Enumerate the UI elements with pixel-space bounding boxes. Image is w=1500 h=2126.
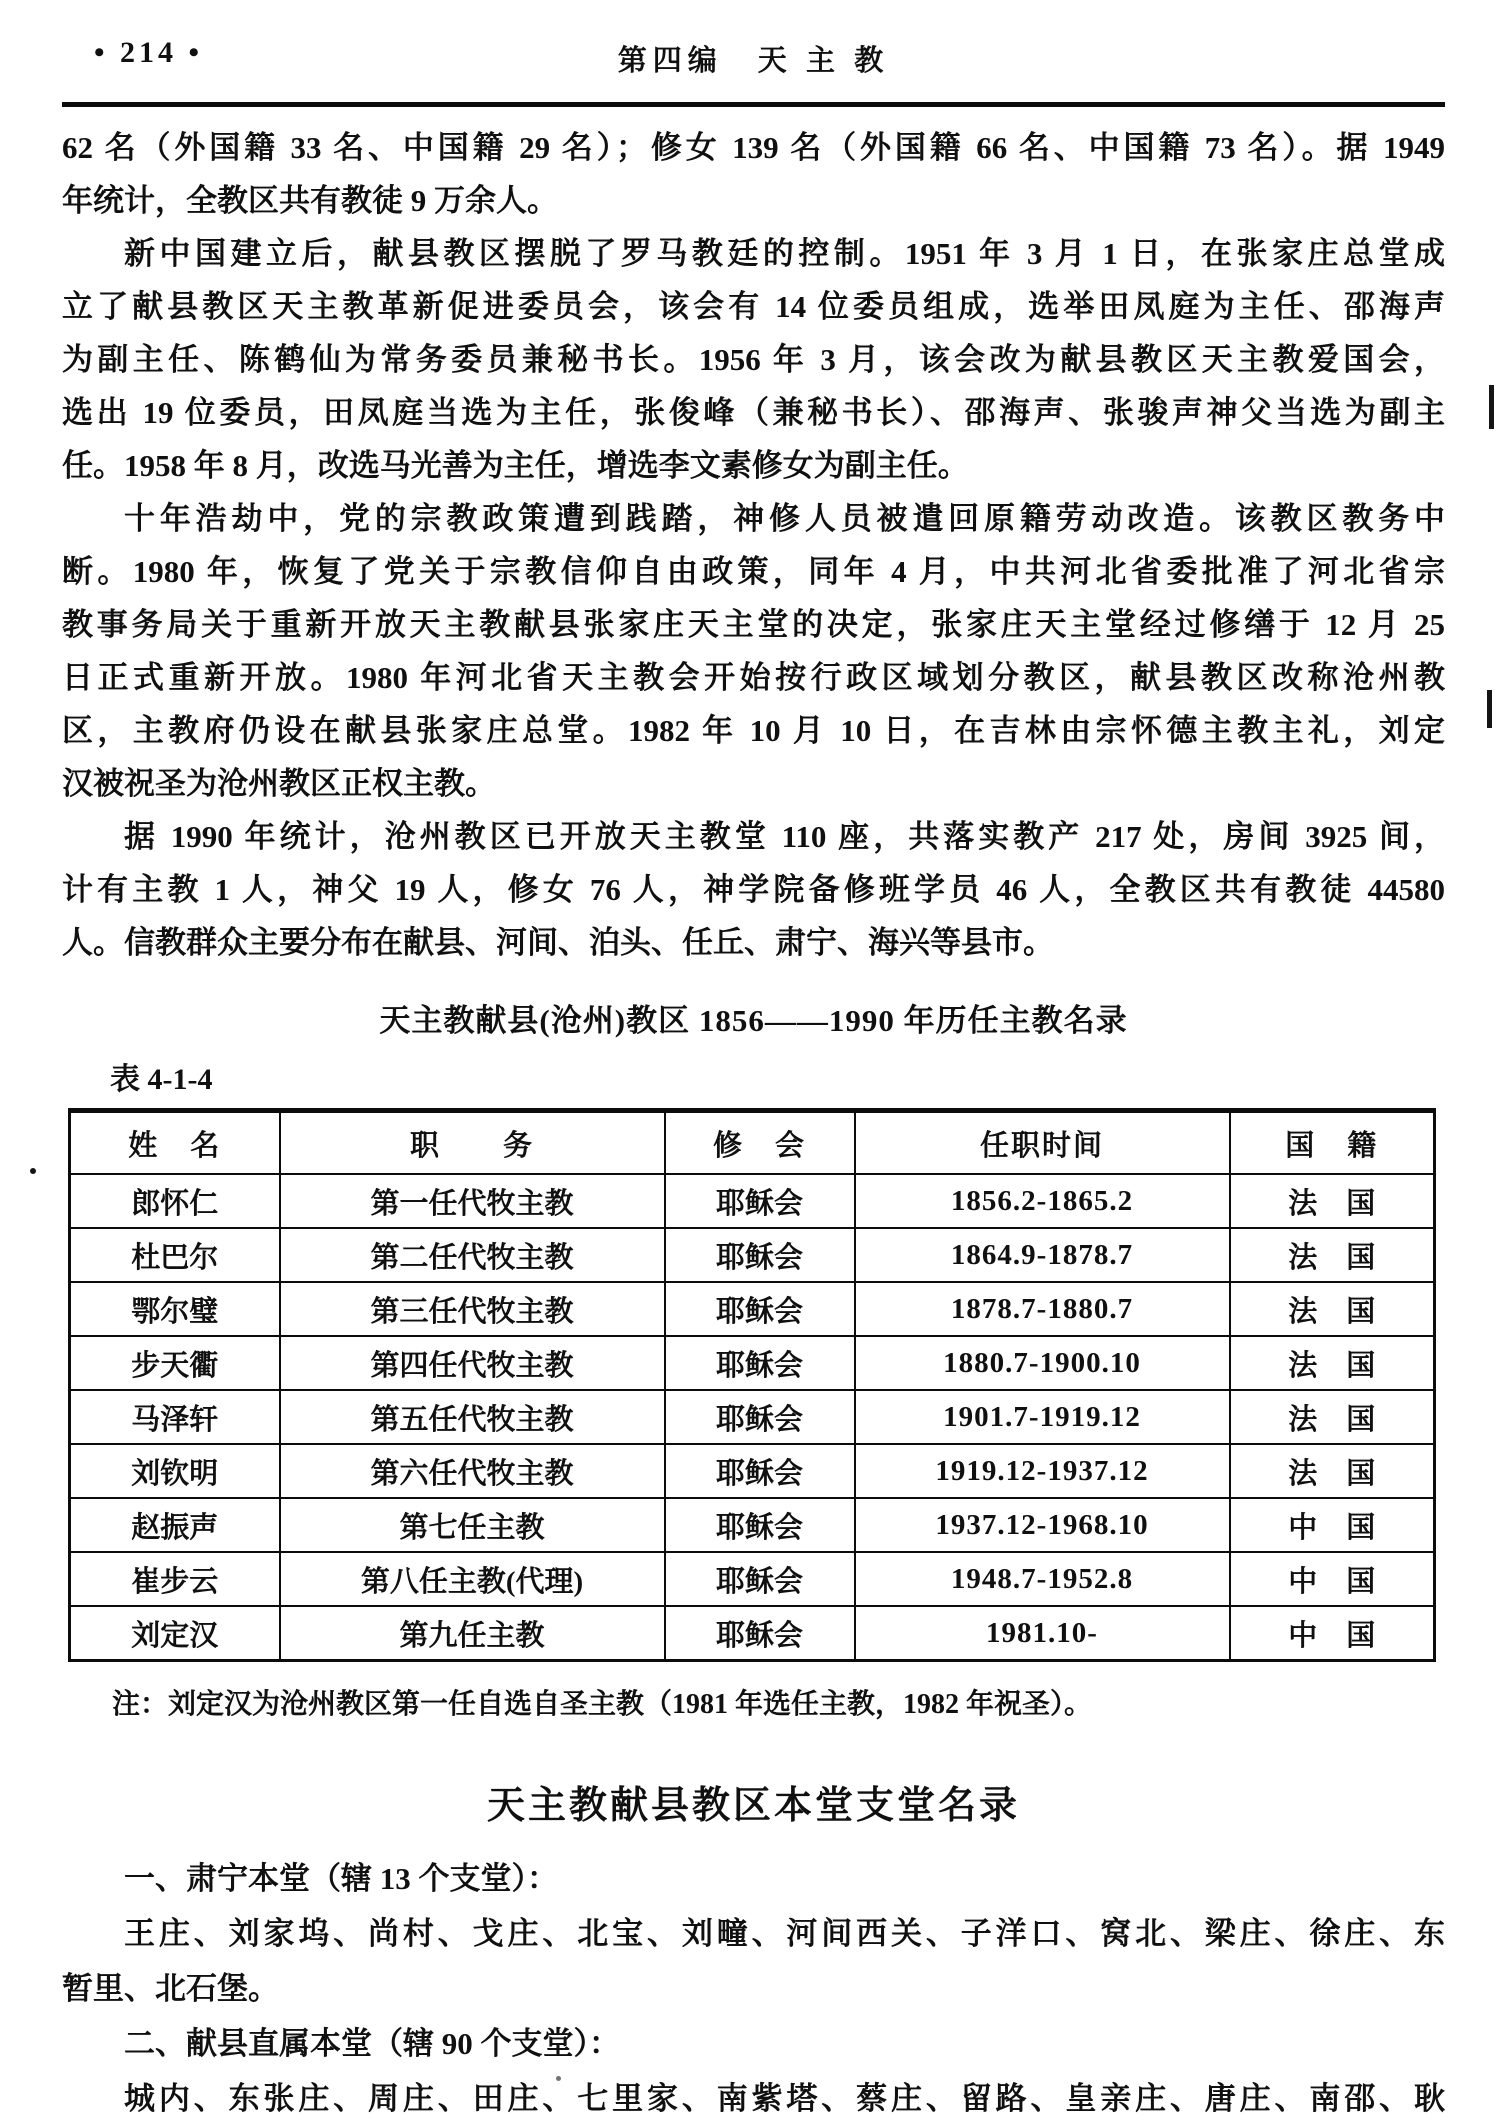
cell-tenure: 1878.7-1880.7 [855,1282,1230,1336]
bishops-table [68,1108,1436,1662]
col-header-name: 姓 名 [70,1111,280,1175]
table-row [70,1606,1435,1661]
table-row [70,1498,1435,1552]
directory-list [62,1851,1445,2126]
cell-nation: 法 国 [1230,1228,1435,1282]
cell-name: 杜巴尔 [70,1228,280,1282]
table-title: 天主教献县(沧州)教区 1856——1990 年历任主教名录 [379,1003,1128,1038]
cell-order: 耶稣会 [665,1336,855,1390]
scan-artifact [1487,690,1492,728]
cell-tenure: 1856.2-1865.2 [855,1174,1230,1228]
table-header-row [70,1111,1435,1175]
body-line: 断。1980 年，恢复了党关于宗教信仰自由政策，同年 4 月，中共河北省委批准了河北省宗 [62,554,1445,589]
directory-line: 王庄、刘家坞、尚村、戈庄、北宝、刘疃、河间西关、子洋口、窝北、梁庄、徐庄、东 [124,1916,1445,1951]
col-header-duty: 职 务 [280,1111,665,1175]
body-line: 教事务局关于重新开放天主教献县张家庄天主堂的决定，张家庄天主堂经过修缮于 12 月 25 [62,607,1445,642]
cell-name: 郎怀仁 [70,1174,280,1228]
cell-nation: 中 国 [1230,1552,1435,1606]
directory-line: 一、肃宁本堂（辖 13 个支堂）： [124,1861,558,1896]
cell-order: 耶稣会 [665,1390,855,1444]
cell-tenure: 1901.7-1919.12 [855,1390,1230,1444]
directory-line: 暂里、北石堡。 [62,1971,279,2006]
cell-order: 耶稣会 [665,1282,855,1336]
cell-duty: 第一任代牧主教 [280,1174,665,1228]
table-row [70,1174,1435,1228]
cell-name: 鄂尔璧 [70,1282,280,1336]
table-note: 注：刘定汉为沧州教区第一任自选自圣主教（1981 年选任主教，1982 年祝圣）。 [112,1689,1093,1720]
cell-duty: 第六任代牧主教 [280,1444,665,1498]
body-line: 62 名（外国籍 33 名、中国籍 29 名）；修女 139 名（外国籍 66 名、中国籍 73 名）。据 1949 [62,130,1445,165]
scan-artifact [30,1168,36,1174]
cell-name: 刘定汉 [70,1606,280,1661]
cell-order: 耶稣会 [665,1228,855,1282]
cell-name: 步天衢 [70,1336,280,1390]
body-line: 区，主教府仍设在献县张家庄总堂。1982 年 10 月 10 日，在吉林由宗怀德主教主礼，刘定 [62,713,1445,748]
cell-order: 耶稣会 [665,1444,855,1498]
cell-order: 耶稣会 [665,1498,855,1552]
body-line: 计有主教 1 人，神父 19 人，修女 76 人，神学院备修班学员 46 人，全教区共有教徒 44580 [62,872,1445,907]
body-line: 年统计，全教区共有教徒 9 万余人。 [62,183,558,218]
running-header [62,0,1445,96]
table-row [70,1336,1435,1390]
cell-duty: 第二任代牧主教 [280,1228,665,1282]
scan-artifact [1489,385,1494,429]
edition-title: 第四编 天 主 教 [617,45,890,77]
directory-title: 天主教献县教区本堂支堂名录 [486,1785,1020,1827]
scan-artifact [556,2076,561,2081]
directory-line: 城内、东张庄、周庄、田庄、七里家、南紫塔、蔡庄、留路、皇亲庄、唐庄、南邵、耿 [124,2081,1445,2116]
cell-name: 赵振声 [70,1498,280,1552]
table-label: 表 4-1-4 [110,1063,213,1096]
cell-name: 崔步云 [70,1552,280,1606]
body-line: 人。信教群众主要分布在献县、河间、泊头、任丘、肃宁、海兴等县市。 [62,925,1054,960]
cell-tenure: 1981.10- [855,1606,1230,1661]
cell-duty: 第五任代牧主教 [280,1390,665,1444]
table-row [70,1282,1435,1336]
cell-duty: 第四任代牧主教 [280,1336,665,1390]
cell-nation: 法 国 [1230,1174,1435,1228]
table-row [70,1552,1435,1606]
cell-nation: 中 国 [1230,1606,1435,1661]
cell-name: 马泽轩 [70,1390,280,1444]
cell-nation: 法 国 [1230,1282,1435,1336]
scanned-page [62,0,1445,2126]
body-line: 据 1990 年统计，沧州教区已开放天主教堂 110 座，共落实教产 217 处，房间 3925 间， [124,819,1445,854]
col-header-order: 修 会 [665,1111,855,1175]
body-paragraphs [62,107,1445,969]
cell-order: 耶稣会 [665,1606,855,1661]
cell-nation: 法 国 [1230,1444,1435,1498]
cell-nation: 法 国 [1230,1390,1435,1444]
cell-tenure: 1880.7-1900.10 [855,1336,1230,1390]
cell-tenure: 1948.7-1952.8 [855,1552,1230,1606]
body-line: 新中国建立后，献县教区摆脱了罗马教廷的控制。1951 年 3 月 1 日，在张家庄总堂成 [124,236,1445,271]
table-row [70,1228,1435,1282]
cell-name: 刘钦明 [70,1444,280,1498]
table-row [70,1444,1435,1498]
cell-duty: 第九任主教 [280,1606,665,1661]
body-line: 为副主任、陈鹤仙为常务委员兼秘书长。1956 年 3 月，该会改为献县教区天主教爱国会， [62,342,1445,377]
body-line: 十年浩劫中，党的宗教政策遭到践踏，神修人员被遣回原籍劳动改造。该教区教务中 [124,501,1445,536]
cell-tenure: 1937.12-1968.10 [855,1498,1230,1552]
body-line: 立了献县教区天主教革新促进委员会，该会有 14 位委员组成，选举田凤庭为主任、邵海声 [62,289,1445,324]
col-header-nation: 国 籍 [1230,1111,1435,1175]
body-line: 任。1958 年 8 月，改选马光善为主任，增选李文素修女为副主任。 [62,448,969,483]
cell-nation: 法 国 [1230,1336,1435,1390]
cell-duty: 第三任代牧主教 [280,1282,665,1336]
body-line: 选出 19 位委员，田凤庭当选为主任，张俊峰（兼秘书长）、邵海声、张骏声神父当选为副主 [62,395,1445,430]
cell-duty: 第七任主教 [280,1498,665,1552]
directory-line: 二、献县直属本堂（辖 90 个支堂）： [124,2026,620,2061]
table-row [70,1390,1435,1444]
page-number: • 214 • [94,36,204,69]
col-header-tenure: 任职时间 [855,1111,1230,1175]
body-line: 日正式重新开放。1980 年河北省天主教会开始按行政区域划分教区，献县教区改称沧州教 [62,660,1445,695]
cell-nation: 中 国 [1230,1498,1435,1552]
cell-tenure: 1864.9-1878.7 [855,1228,1230,1282]
cell-tenure: 1919.12-1937.12 [855,1444,1230,1498]
cell-duty: 第八任主教(代理) [280,1552,665,1606]
cell-order: 耶稣会 [665,1552,855,1606]
body-line: 汉被祝圣为沧州教区正权主教。 [62,766,496,801]
cell-order: 耶稣会 [665,1174,855,1228]
